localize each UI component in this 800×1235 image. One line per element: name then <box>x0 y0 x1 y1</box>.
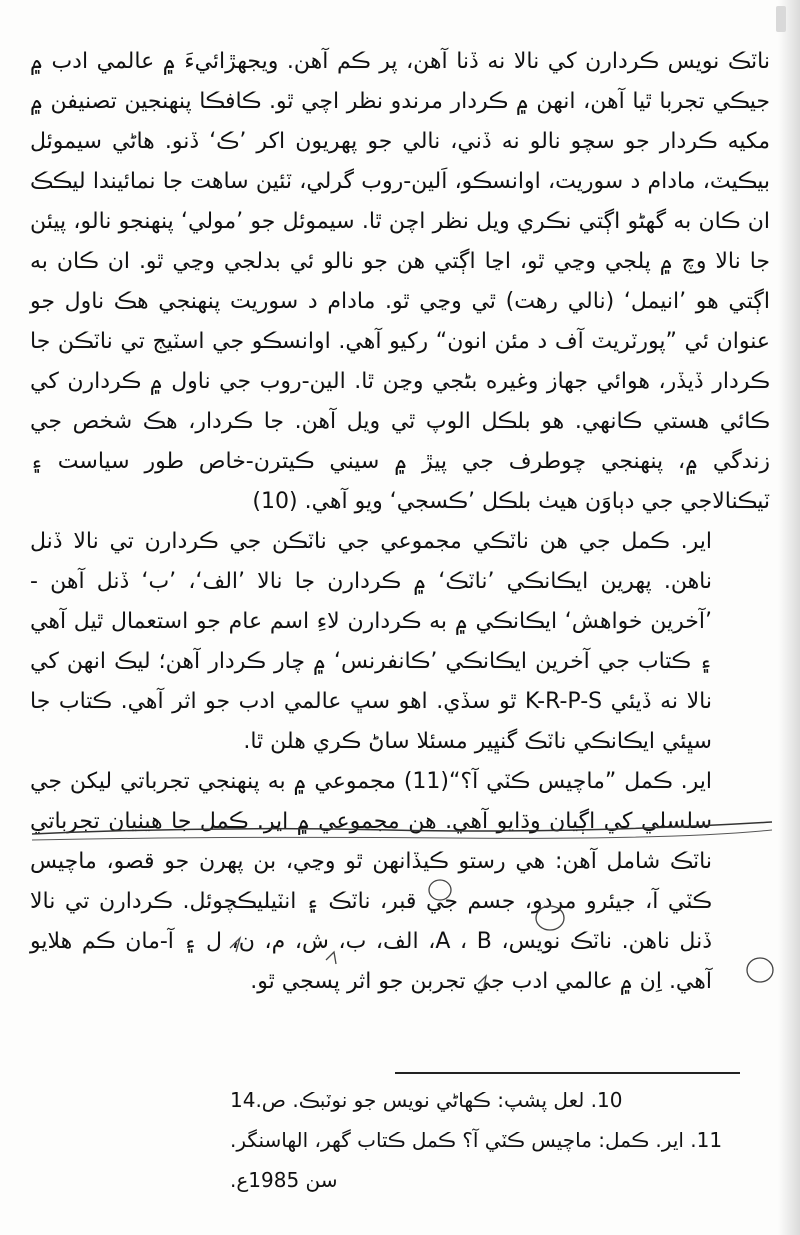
paragraph-3: اير. ڪمل ”ماچيس ڪٽي آ؟“(11) مجموعي ۾ به پنهنجي تجرباتي ليکن جي سلسلي کي اڳيان وڌايو آهي. هن مجموعي ۾ اير. ڪمل جا هيٺيان تجرباتي ناٽڪ شامل آهن: هي رستو ڪيڏانهن ٿو وڃي، بن پهرن جو قصو، ماچيس ڪٽي آ، جيئرو مردو، جسم جي قبر، ناٽڪ ۽ انٽيليڪچوئل. ڪردارن تي نالا ڏنل ناهن. ناٽڪ نويس، A ، B، الف، ب، ش، م، ن، ل ۽ آ-مان ڪم هلايو آهي. اِن ۾ عالمي ادب جي تجربن جو اثر پسجي ٿو. <box>30 769 712 994</box>
paragraph-2: اير. ڪمل جي هن ناٽڪي مجموعي جي ناٽڪن جي ڪردارن تي نالا ڏنل ناهن. پهرين ايڪانڪي ’ناٽڪ‘ ۾ ڪردارن جا نالا ’الف‘، ’ب‘ ڏنل آهن - ’آخرين خواهش‘ ايڪانڪي ۾ به ڪردارن لاءِ اسم عام جو استعمال ٿيل آهي ۽ ڪتاب جي آخرين ايڪانڪي ’ڪانفرنس‘ ۾ چار ڪردار آهن؛ ليڪ انهن کي نالا نه ڏيئي K-R-P-S ٿو سڏي. اهو سڀ عالمي ادب جو اثر آهي. ڪتاب جا سڀئي ايڪانڪي ناٽڪ گنڀير مسئلا ساڻ ڪري هلن ٿا. <box>30 529 712 754</box>
footnote-11: 11. اير. ڪمل: ماچيس ڪٽي آ؟ ڪمل ڪتاب گهر، الهاسنگر. سن 1985ع. <box>230 1128 723 1192</box>
body-text <box>30 42 770 1002</box>
page-edge-shadow <box>778 0 800 1235</box>
footnote-divider <box>395 1072 740 1074</box>
corner-mark <box>776 6 786 32</box>
paragraph-1: ناٽڪ نويس ڪردارن کي نالا نه ڏنا آهن، پر ڪم آهن. ويجهڙائيءَ ۾ عالمي ادب ۾ جيڪي تجربا ٿيا آهن، انهن ۾ ڪردار مرندو نظر اچي ٿو. ڪافڪا پنهنجين تصنيفن ۾ مکيه ڪردار جو سچو نالو نه ڏني، نالي جو پهريون اکر ’ڪ‘ ڏنو. هاڻي سيموئل بيڪيٽ، مادام د سوريت، اوانسڪو، اَلين-روب گرلي، ٽئين ساهت جا نمائيندا ليڪڪ ان ڪان به گهڻو اڳتي نڪري ويل نظر اچن ٿا. سيموئل جو ’مولي‘ پنهنجو نالو، پيئن جا نالا وچ ۾ پلجي وڃي ٿو، اڃا اڳتي هن جو نالو ئي بدلجي وڃي ٿو. ان ڪان به اڳتي هو ’انيمل‘ (نالي رهت) ٿي وڃي ٿو. مادام د سوريت پنهنجي هڪ ناول جو عنوان ئي ”پورٽريٽ آف د مئن انون“ رکيو آهي. اوانسڪو جي اسٽيج تي ناٽڪن جا ڪردار ڏيڏر، هوائي جهاز وغيره بڻجي وڃن ٿا. الين-روب جي ناول ۾ ڪردارن کي ڪائي هستي ڪانهي. هو بلڪل الوپ ٿي ويل آهن. جا ڪردار، هڪ شخص جي زندگي ۾، پنهنجي چوطرف جي پيڙ ۾ سيني ڪيترن-خاص طور سياست ۽ ٽيڪنالاجي جي دٻاوَن هيٺ بلڪل ’ڪسجي‘ ويو آهي. (10) <box>30 49 770 514</box>
footnote-10: 10. لعل پشپ: ڪهاڻي نويس جو نوٽبڪ. ص.14 <box>230 1088 623 1112</box>
footnotes <box>230 1080 750 1200</box>
